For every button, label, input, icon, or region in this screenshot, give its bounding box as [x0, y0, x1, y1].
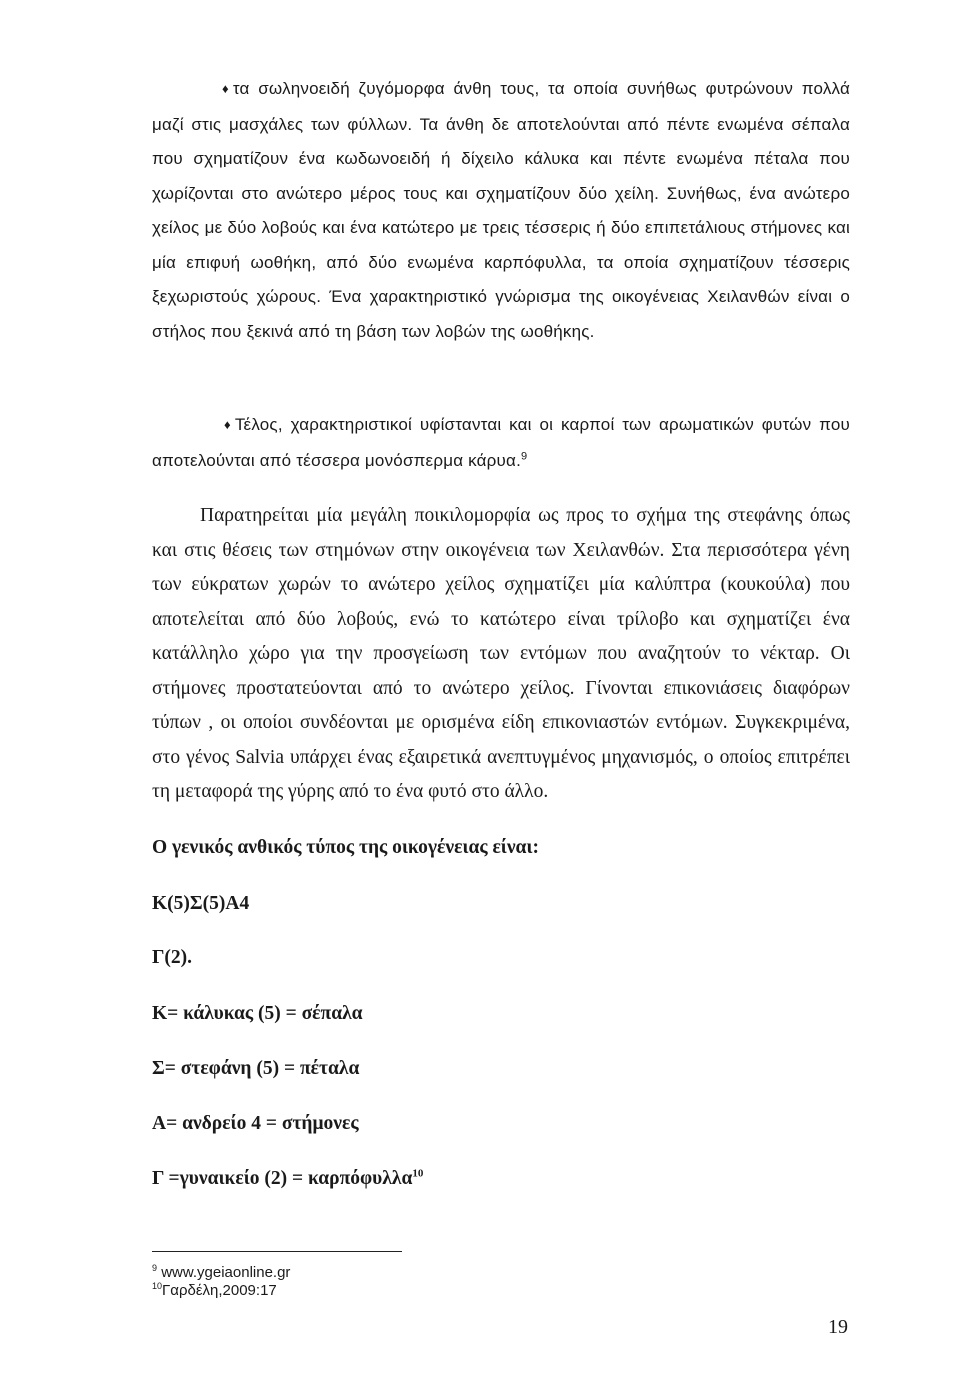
bullet-icon: ♦: [222, 81, 229, 96]
paragraph-fruits: [152, 408, 850, 478]
bullet-icon: ♦: [224, 417, 231, 432]
footnote-10: [152, 1282, 277, 1300]
formula-key-gynoecium: [152, 1167, 423, 1191]
footnote-text: www.ygeiaonline.gr: [161, 1264, 291, 1281]
formula-heading: Ο γενικός ανθικός τύπος της οικογένειας είναι:: [152, 837, 539, 858]
paragraph-text: Τέλος, χαρακτηριστικοί υφίστανται και οι καρποί των αρωματικών φυτών που αποτελούνται από τέσσερα μονόσπερμα κάρυα.: [152, 415, 850, 470]
formula-key-gynoecium-text: Γ =γυναικείο (2) = καρπόφυλλα: [152, 1168, 413, 1189]
paragraph-variety: Παρατηρείται μία μεγάλη ποικιλομορφία ως προς το σχήμα της στεφάνης όπως και στις θέσεις των στημόνων στην οικογένεια των Χειλανθών. Στα περισσότερα γένη των εύκρατων χωρών το ανώτερο χείλος σχηματίζει μία καλύπτρα (κουκούλα) που αποτελείται από δύο λοβούς, ενώ το κατώτερο είναι τρίλοβο και σχηματίζει ένα κατάλληλο χώρο για την προσγείωση των εντόμων που αναζητούν το νέκταρ. Οι στήμονες προστατεύονται από το ανώτερο χείλος. Γίνονται επικονιάσεις διαφόρων τύπων , οι οποίοι συνδέονται με ορισμένα είδη επικονιαστών εντόμων. Συγκεκριμένα, στο γένος Salvia υπάρχει ένας εξαιρετικά ανεπτυγμένος μηχανισμός, ο οποίος επιτρέπει τη μεταφορά της γύρης από το ένα φυτό στο άλλο.: [152, 505, 850, 802]
footnote-9: [152, 1264, 290, 1282]
page-number: 19: [828, 1316, 848, 1338]
formula-key-androecium: Α= ανδρείο 4 = στήμονες: [152, 1113, 359, 1134]
paragraph-text: τα σωληνοειδή ζυγόμορφα άνθη τους, τα οποία συνήθως φυτρώνουν πολλά μαζί στις μασχάλες των φύλλων. Τα άνθη δε αποτελούνται από πέντε ενωμένα σέπαλα που σχηματίζουν ένα κωδωνοειδή ή δίχειλο κάλυκα και πέντε ενωμένα πέταλα που χωρίζονται στο ανώτερο μέρος τους και σχηματίζουν δύο χείλη. Συνήθως, ένα ανώτερο χείλος με δύο λοβούς και ένα κατώτερο με τρεις τέσσερις ή δύο επιπετάλιους στήμονες και μία επιφυή ωοθήκη, από δύο ενωμένα καρπόφυλλα, τα οποία σχηματίζουν τέσσερις ξεχωριστούς χώρους. Ένα χαρακτηριστικό γνώρισμα της οικογένειας Χειλανθών είναι ο στήλος που ξεκινά από τη βάση των λοβών της ωοθήκης.: [152, 79, 850, 341]
footnote-ref: 10: [412, 1167, 424, 1180]
paragraph-description: [152, 72, 850, 349]
footnote-number: 10: [152, 1281, 163, 1291]
formula-key-calyx: Κ= κάλυκας (5) = σέπαλα: [152, 1003, 363, 1024]
formula-line-2: Γ(2).: [152, 947, 193, 968]
footnote-divider: [152, 1251, 402, 1252]
footnote-ref: 9: [521, 449, 528, 462]
formula-key-corolla: Σ= στεφάνη (5) = πέταλα: [152, 1058, 360, 1079]
formula-line-1: Κ(5)Σ(5)Α4: [152, 893, 250, 914]
footnote-text: Γαρδέλη,2009:17: [162, 1282, 277, 1299]
footnote-number: 9: [152, 1263, 158, 1273]
